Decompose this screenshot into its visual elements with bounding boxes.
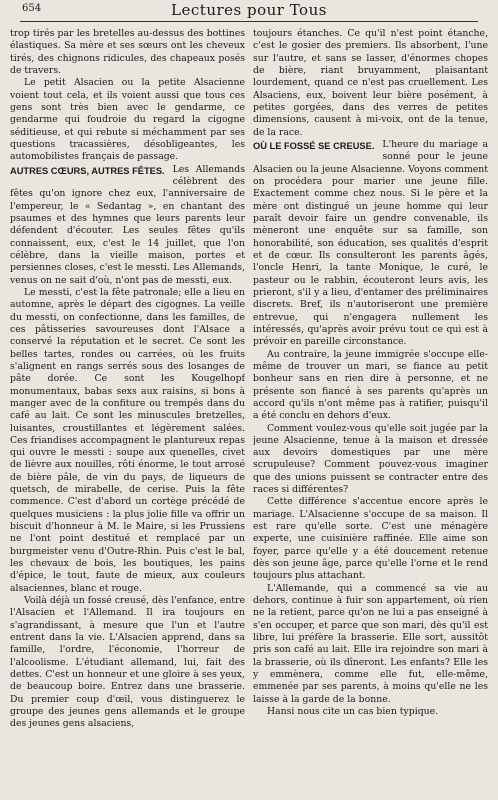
paragraph: toujours étanches. Ce qu'il n'est point étanche, c'est le gosier des premiers. Ils absorbent, l'une sur l'autre, et sans se lasser, d'énormes chopes de bière, riant bruyamment, plaisantant lourdement, quand ce n'est pas cruellement. Les Alsaciens, eux, boivent leur bière posément, à petites gorgées, dans des verres de petites dimensions, causent à mi-voix, ont de la tenue, de la race. <box>253 28 488 138</box>
paragraph: trop tirés par les bretelles au-dessus des bottines élastiques. Sa mère et ses sœurs ont les cheveux tirés, des chignons ridicules, des chapeaux posés de travers. <box>10 28 245 76</box>
paragraph: Le messti, c'est la fête patronale; elle a lieu en automne, après le départ des cigognes. La veille du messti, on confectionne, dans les familles, de ces pâtisseries savoureuses dont l'Alsace a conservé la réputation et le secret. Ce sont les belles tartes, rondes ou carrées, où les fruits s'alignent en rangs serrés sous des losanges de pâte dorée. Ce sont les Kougelhopf monumentaux, babas sexs aux raisins, si bons à manger avec de la confiture ou trempés dans du café au lait. Ce sont les minuscules bretzelles, luisantes, croustillantes et légèrement salées. Ces friandises accompagnent le plantureux repas qui ouvre le messti : soupe aux quenelles, civet de lièvre aux nouilles, rôti énorme, le tout arrosé de bière pâle, de vin du pays, de liqueurs de quetsch, de mirabelle, de cerise. Puis la fête commence. C'est d'abord un cortège précédé de quelques musiciens : la plus jolie fille va offrir un biscuit d'honneur à M. le Maire, si les Prussiens ne l'ont point destitué et remplacé par un burgmeister venu d'Outre-Rhin. Puis c'est le bal, les chevaux de bois, les boutiques, les pains d'épice, le tout, faute de mieux, aux couleurs alsaciennes, blanc et rouge. <box>10 286 245 594</box>
running-title: Lectures pour Tous <box>171 1 327 19</box>
right-column <box>253 28 488 794</box>
paragraph: Le petit Alsacien ou la petite Alsacienne voient tout cela, et ils voient aussi que tous ces gens sont très bien avec le gendarme, ce gendarme qui foudroie du regard la cigogne séditieuse, et qui rebute si méchamment par ses questions tracassières, désobligeantes, les automobilistes français de passage. <box>10 77 245 163</box>
paragraph: Au contraire, la jeune immigrée s'occupe elle-même de trouver un mari, se fiance au petit bonheur sans en rien dire à personne, et ne présente son fiancé à ses parents qu'après un accord qu'ils n'ont même pas à ratifier, puisqu'il a été conclu en dehors d'eux. <box>253 348 488 422</box>
page-number: 654 <box>22 3 42 14</box>
paragraph: Cette différence s'accentue encore après le mariage. L'Alsacienne s'occupe de sa maison. Il est rare qu'elle sorte. C'est une ménagère experte, une cuisinière raffinée. Elle aime son foyer, parce qu'elle y a été doucement retenue dès son jeune âge, parce qu'elle l'orne et le rend toujours plus attachant. <box>253 496 488 582</box>
section-paragraph <box>10 164 245 287</box>
left-column <box>10 28 245 794</box>
section-heading: AUTRES CŒURS, AUTRES FÊTES. <box>10 165 165 176</box>
paragraph: L'Allemande, qui a commencé sa vie au dehors, continue à fuir son appartement, où rien ne la retient, parce qu'on ne lui a pas enseigné à s'en occuper, et parce que son mari, dès qu'il est libre, lui préfère la brasserie. Elle sort, aussitôt pris son café au lait. Elle ira rejoindre son mari à la brasserie, où ils dîneront. Les enfants? Elle les y emmènera, comme elle fut, elle-même, emmenée par ses parents, à moins qu'elle ne les laisse à la garde de la bonne. <box>253 582 488 705</box>
page-header <box>10 0 488 22</box>
paragraph-text: Les Allemands célèbrent des fêtes qu'on ignore chez eux, l'anniversaire de l'empereur, le « Sedantag », en chantant des psaumes et des hymnes que leurs parents leur défendent d'écouter. Les seules fêtes qu'ils connaissent, eux, c'est le 14 juillet, que l'on célèbre, dans la vieille maison, portes et persiennes closes, c'est le messti. Les Allemands, venus on ne sait d'où, n'ont pas de messti, eux. <box>10 163 245 286</box>
header-rule <box>20 21 478 22</box>
paragraph: Comment voulez-vous qu'elle soit jugée par la jeune Alsacienne, tenue à la maison et dressée aux devoirs domestiques par une mère scrupuleuse? Comment pouvez-vous imaginer que des unions puissent se contracter entre des races si différentes? <box>253 422 488 496</box>
paragraph: Hansi nous cite un cas bien typique. <box>267 706 439 718</box>
section-paragraph <box>253 139 488 349</box>
section-heading: OÙ LE FOSSÉ SE CREUSE. <box>253 140 375 151</box>
paragraph-text: L'heure du mariage a sonné pour le jeune Alsacien ou la jeune Alsacienne. Voyons comment on procédera pour marier une jeune fille. Exactement comme chez nous. Si le père et la mère ont distingué un jeune homme qui leur paraît devoir faire un gendre convenable, ils mèneront une enquête sur sa famille, son honorabilité, son éducation, ses qualités d'esprit et de cœur. Ils consulteront les parents âgés, l'oncle Henri, la tante Monique, le curé, le pasteur ou le rabbin, écouteront leurs avis, les prieront, s'il y a lieu, d'entamer des préliminaires discrets. Bref, ils n'autoriseront une première entrevue, qui n'engagera nullement les intéressés, qu'après avoir prévu tout ce qui est à prévoir en pareille circonstance. <box>253 138 488 348</box>
article-columns <box>10 28 488 794</box>
paragraph: Voilà déjà un fossé creusé, dès l'enfance, entre l'Alsacien et l'Allemand. Il ira toujours en s'agrandissant, à mesure que l'un et l'autre entrent dans la vie. L'Alsacien apprend, dans sa famille, l'ordre, l'économie, l'horreur de l'alcoolisme. L'étudiant allemand, lui, fait des dettes. C'est un honneur et une gloire à ses yeux, de beaucoup boire. Entrez dans une brasserie. Du premier coup d'œil, vous distinguerez le groupe des jeunes gens allemands et le groupe des jeunes gens alsaciens, <box>10 595 245 730</box>
